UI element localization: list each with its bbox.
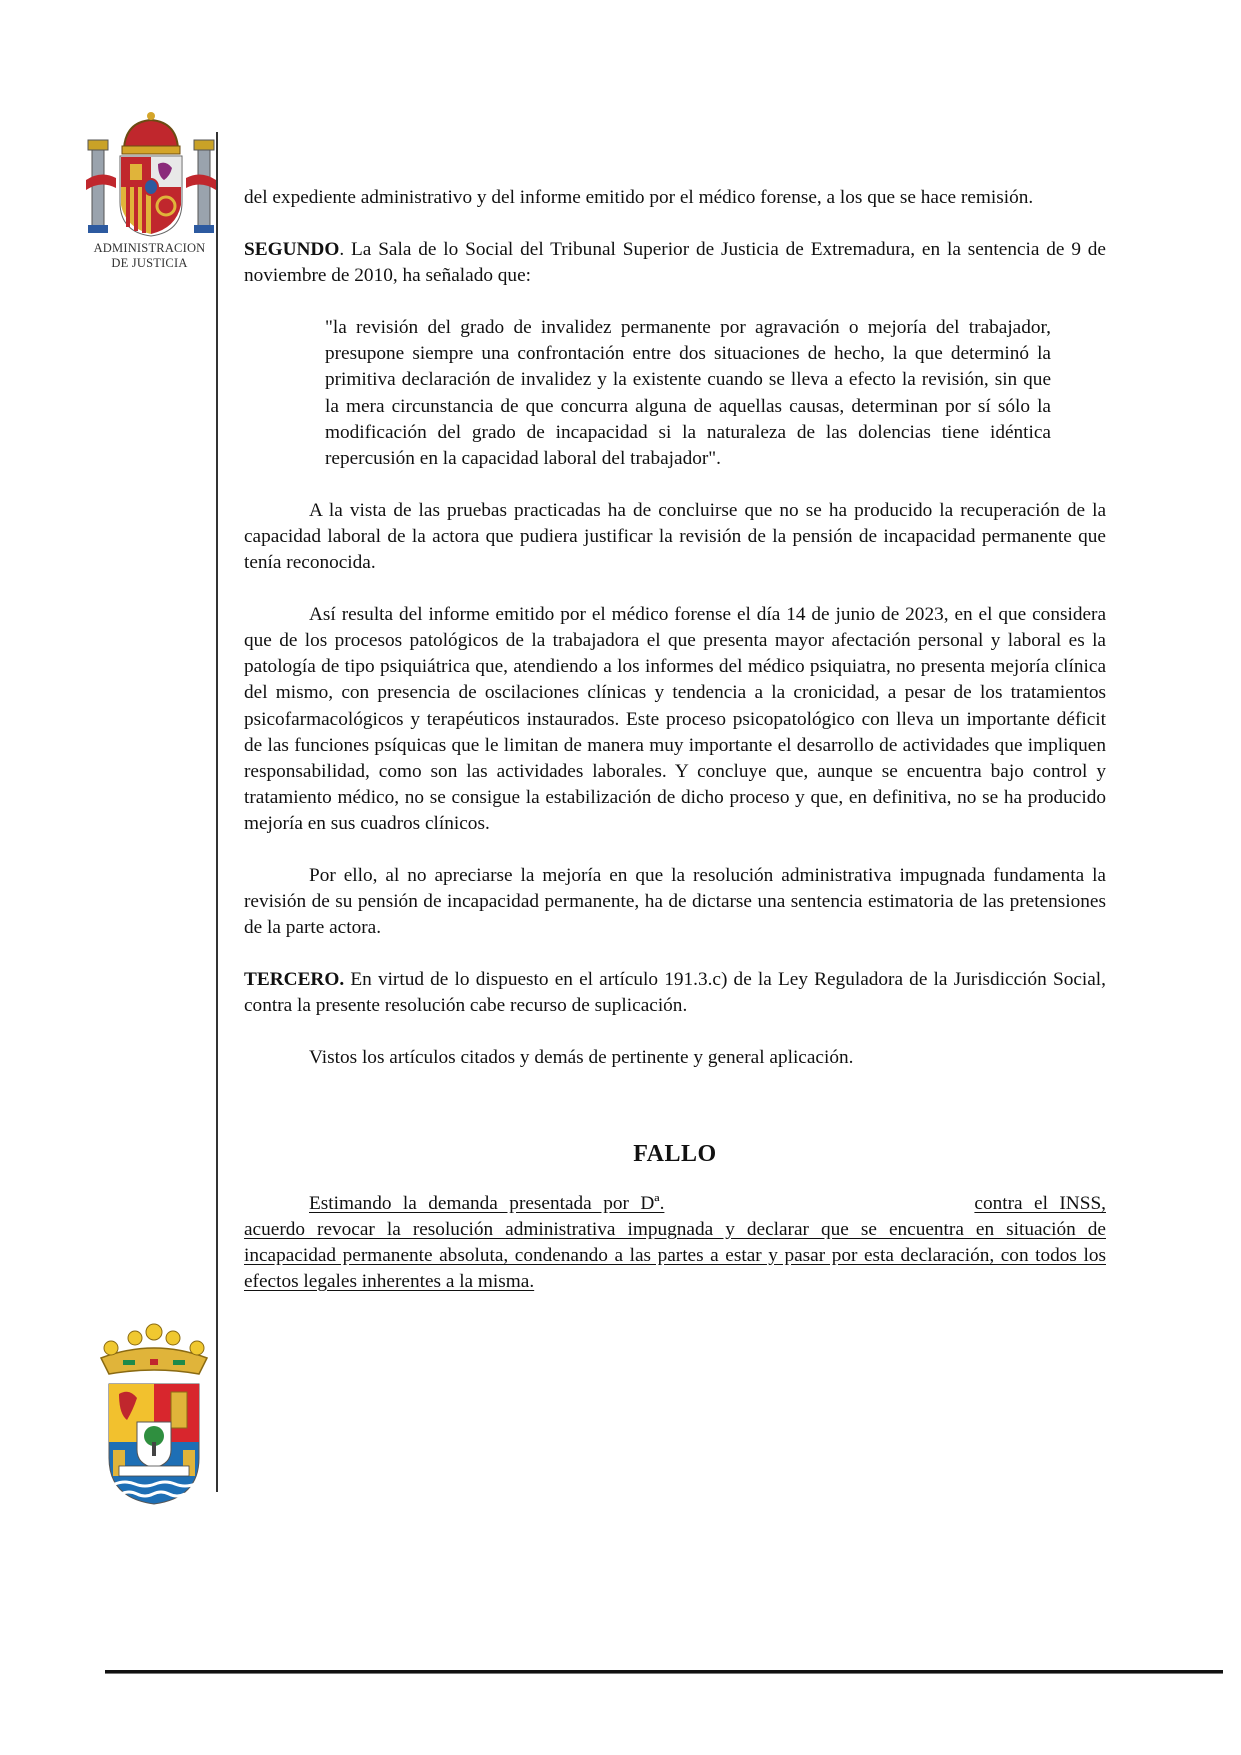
heading-segundo: SEGUNDO xyxy=(244,239,340,261)
tercero-text: En virtud de lo dispuesto en el artículo 191.3.c) de la Ley Reguladora de la Jurisdicción Social, contra la presente resolución cabe recurso de suplicación. xyxy=(244,969,1106,1017)
fallo-text-before: Estimando la demanda presentada por Dª. xyxy=(309,1192,665,1214)
paragraph-segundo xyxy=(244,237,1106,289)
footer-horizontal-rule xyxy=(105,1670,1223,1674)
quoted-jurisprudence: "la revisión del grado de invalidez permanente por agravación o mejoría del trabajador, presupone siempre una confrontación entre dos situaciones de hecho, la que determinó la primitiva declaración de invalidez y la existente cuando se lleva a efecto la revisión, sin que la mera circunstancia de que concurra alguna de aquellas causas, determinan por sí sólo la modificación del grado de incapacidad si la naturaleza de las dolencias tiene idéntica repercusión en la capacidad laboral del trabajador". xyxy=(325,317,1051,469)
paragraph-continuation: del expediente administrativo y del informe emitido por el médico forense, a los que se hace remisión. xyxy=(244,187,1034,208)
paragraph-forensic-report: Así resulta del informe emitido por el médico forense el día 14 de junio de 2023, en el que considera que de los procesos patológicos de la trabajadora el que presenta mayor afectación personal y laboral es la patología de tipo psiquiátrica que, atendiendo a los informes del médico psiquiatra, no presenta mejoría clínica del mismo, con presencia de oscilaciones clínicas y tendencia a la cronicidad, a pesar de los tratamientos psicofarmacológicos y terapéuticos instaurados. Este proceso psicopatológico con lleva un importante déficit de las funciones psíquicas que le limitan de manera muy importante el desarrollo de actividades que impliquen responsabilidad, como son las actividades laborales. Y concluye que, aunque se encuentra bajo control y tratamiento médico, no se consigue la estabilización de dicho proceso y que, en definitiva, no se ha producido mejoría en sus cuadros clínicos. xyxy=(244,604,1106,834)
segundo-text: . La Sala de lo Social del Tribunal Superior de Justicia de Extremadura, en la sentencia de 9 de noviembre de 2010, ha señalado que: xyxy=(244,239,1106,287)
extremadura-coat-of-arms-icon xyxy=(95,1318,213,1508)
fallo-paragraph xyxy=(244,1191,1106,1295)
paragraph-estimation: Por ello, al no apreciarse la mejoría en que la resolución administrativa impugnada fundamenta la revisión de su pensión de incapacidad permanente, ha de dictarse una sentencia estimatoria de las pretensiones de la parte actora. xyxy=(244,864,1106,939)
paragraph-tercero xyxy=(244,967,1106,1019)
heading-tercero: TERCERO. xyxy=(244,969,345,991)
paragraph-vistos: Vistos los artículos citados y demás de pertinente y general aplicación. xyxy=(309,1047,854,1069)
fallo-heading: FALLO xyxy=(633,1140,717,1167)
emblem-caption-line1: ADMINISTRACION xyxy=(93,241,206,255)
emblem-caption-line2: DE JUSTICIA xyxy=(111,256,188,270)
emblem-caption xyxy=(82,241,217,271)
fallo-text-after: contra el INSS, acuerdo revocar la resolución administrativa impugnada y declarar que se encuentra en situación de incapacidad permanente absoluta, condenando a las partes a estar y pasar por esta declaración, con todos los efectos legales inherentes a la misma. xyxy=(244,1192,1106,1292)
paragraph-conclusion: A la vista de las pruebas practicadas ha de concluirse que no se ha producido la recuperación de la capacidad laboral de la actora que pudiera justificar la revisión de la pensión de incapacidad permanente que tenía reconocida. xyxy=(244,499,1106,574)
margin-vertical-rule xyxy=(216,132,218,1492)
document-body xyxy=(244,185,1106,1321)
